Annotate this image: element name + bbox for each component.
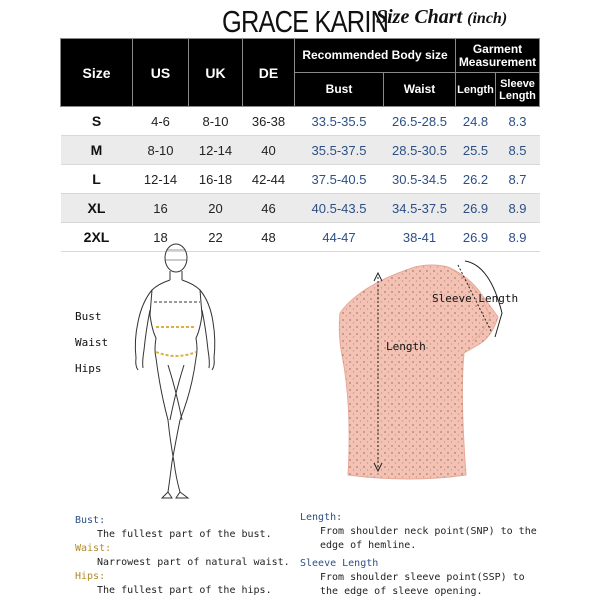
def-hips-text: The fullest part of the hips. <box>97 585 272 596</box>
cell-size: XL <box>61 194 133 223</box>
figure-hips-label: Hips <box>75 362 102 375</box>
def-length-text1: From shoulder neck point(SNP) to the <box>320 526 537 537</box>
cell-de: 46 <box>243 194 295 223</box>
garment-length-label: Length <box>386 340 426 353</box>
cell-de: 36-38 <box>243 107 295 136</box>
def-sleeve-term: Sleeve Length <box>300 558 379 569</box>
size-table <box>60 38 540 252</box>
table-row <box>61 107 540 136</box>
cell-length: 26.2 <box>456 165 496 194</box>
def-sleeve-text1: From shoulder sleeve point(SSP) to <box>320 572 525 583</box>
chart-unit: (inch) <box>467 10 508 27</box>
cell-bust: 37.5-40.5 <box>295 165 384 194</box>
header-bust: Bust <box>295 73 384 107</box>
cell-bust: 33.5-35.5 <box>295 107 384 136</box>
cell-de: 40 <box>243 136 295 165</box>
header-garment-line2: Measurement <box>458 54 537 69</box>
cell-bust: 44-47 <box>295 223 384 252</box>
header-sleeve-line1: Sleeve <box>500 77 535 90</box>
figure-bust-label: Bust <box>75 310 102 323</box>
cell-waist: 38-41 <box>384 223 456 252</box>
cell-waist: 30.5-34.5 <box>384 165 456 194</box>
def-waist-term: Waist: <box>75 543 112 554</box>
chart-title <box>376 6 507 29</box>
header-body-size: Recommended Body size <box>295 39 456 73</box>
cell-us: 4-6 <box>133 107 189 136</box>
header-sleeve-line2: Length <box>499 89 536 102</box>
body-figure-illustration <box>110 240 240 505</box>
cell-bust: 35.5-37.5 <box>295 136 384 165</box>
cell-sleeve: 8.3 <box>496 107 540 136</box>
cell-uk: 8-10 <box>189 107 243 136</box>
cell-size: M <box>61 136 133 165</box>
cell-size: 2XL <box>61 223 133 252</box>
def-sleeve-text2: the edge of sleeve opening. <box>320 586 483 597</box>
figure-waist-label: Waist <box>75 336 109 349</box>
table-row <box>61 165 540 194</box>
def-hips-term: Hips: <box>75 571 106 582</box>
def-bust-term: Bust: <box>75 515 106 526</box>
header-uk: UK <box>189 39 243 107</box>
def-waist-text: Narrowest part of natural waist. <box>97 557 290 568</box>
cell-bust: 40.5-43.5 <box>295 194 384 223</box>
header-garment <box>456 39 540 73</box>
table-row <box>61 136 540 165</box>
cell-length: 25.5 <box>456 136 496 165</box>
cell-sleeve: 8.5 <box>496 136 540 165</box>
header-waist: Waist <box>384 73 456 107</box>
cell-uk: 20 <box>189 194 243 223</box>
cell-waist: 26.5-28.5 <box>384 107 456 136</box>
cell-size: S <box>61 107 133 136</box>
header-size: Size <box>61 39 133 107</box>
header-sleeve <box>496 73 540 107</box>
def-length-term: Length: <box>300 512 343 523</box>
cell-us: 18 <box>133 223 189 252</box>
cell-us: 12-14 <box>133 165 189 194</box>
cell-de: 48 <box>243 223 295 252</box>
cell-us: 16 <box>133 194 189 223</box>
header-garment-line1: Garment <box>472 41 523 56</box>
cell-waist: 34.5-37.5 <box>384 194 456 223</box>
cell-uk: 16-18 <box>189 165 243 194</box>
cell-length: 26.9 <box>456 194 496 223</box>
cell-length: 26.9 <box>456 223 496 252</box>
cell-sleeve: 8.7 <box>496 165 540 194</box>
chart-header <box>0 0 600 38</box>
header-us: US <box>133 39 189 107</box>
cell-us: 8-10 <box>133 136 189 165</box>
garment-illustration <box>320 255 530 485</box>
header-de: DE <box>243 39 295 107</box>
cell-uk: 12-14 <box>189 136 243 165</box>
header-length: Length <box>456 73 496 107</box>
cell-de: 42-44 <box>243 165 295 194</box>
cell-size: L <box>61 165 133 194</box>
table-row <box>61 194 540 223</box>
def-length-text2: edge of hemline. <box>320 540 417 551</box>
cell-sleeve: 8.9 <box>496 194 540 223</box>
definitions-body <box>75 514 290 598</box>
cell-sleeve: 8.9 <box>496 223 540 252</box>
def-bust-text: The fullest part of the bust. <box>97 529 272 540</box>
chart-title-text: Size Chart <box>376 6 463 28</box>
definitions-garment <box>300 511 600 599</box>
garment-sleeve-label: Sleeve Length <box>432 292 519 305</box>
cell-length: 24.8 <box>456 107 496 136</box>
cell-uk: 22 <box>189 223 243 252</box>
cell-waist: 28.5-30.5 <box>384 136 456 165</box>
brand-name: GRACE KARIN <box>222 4 389 39</box>
